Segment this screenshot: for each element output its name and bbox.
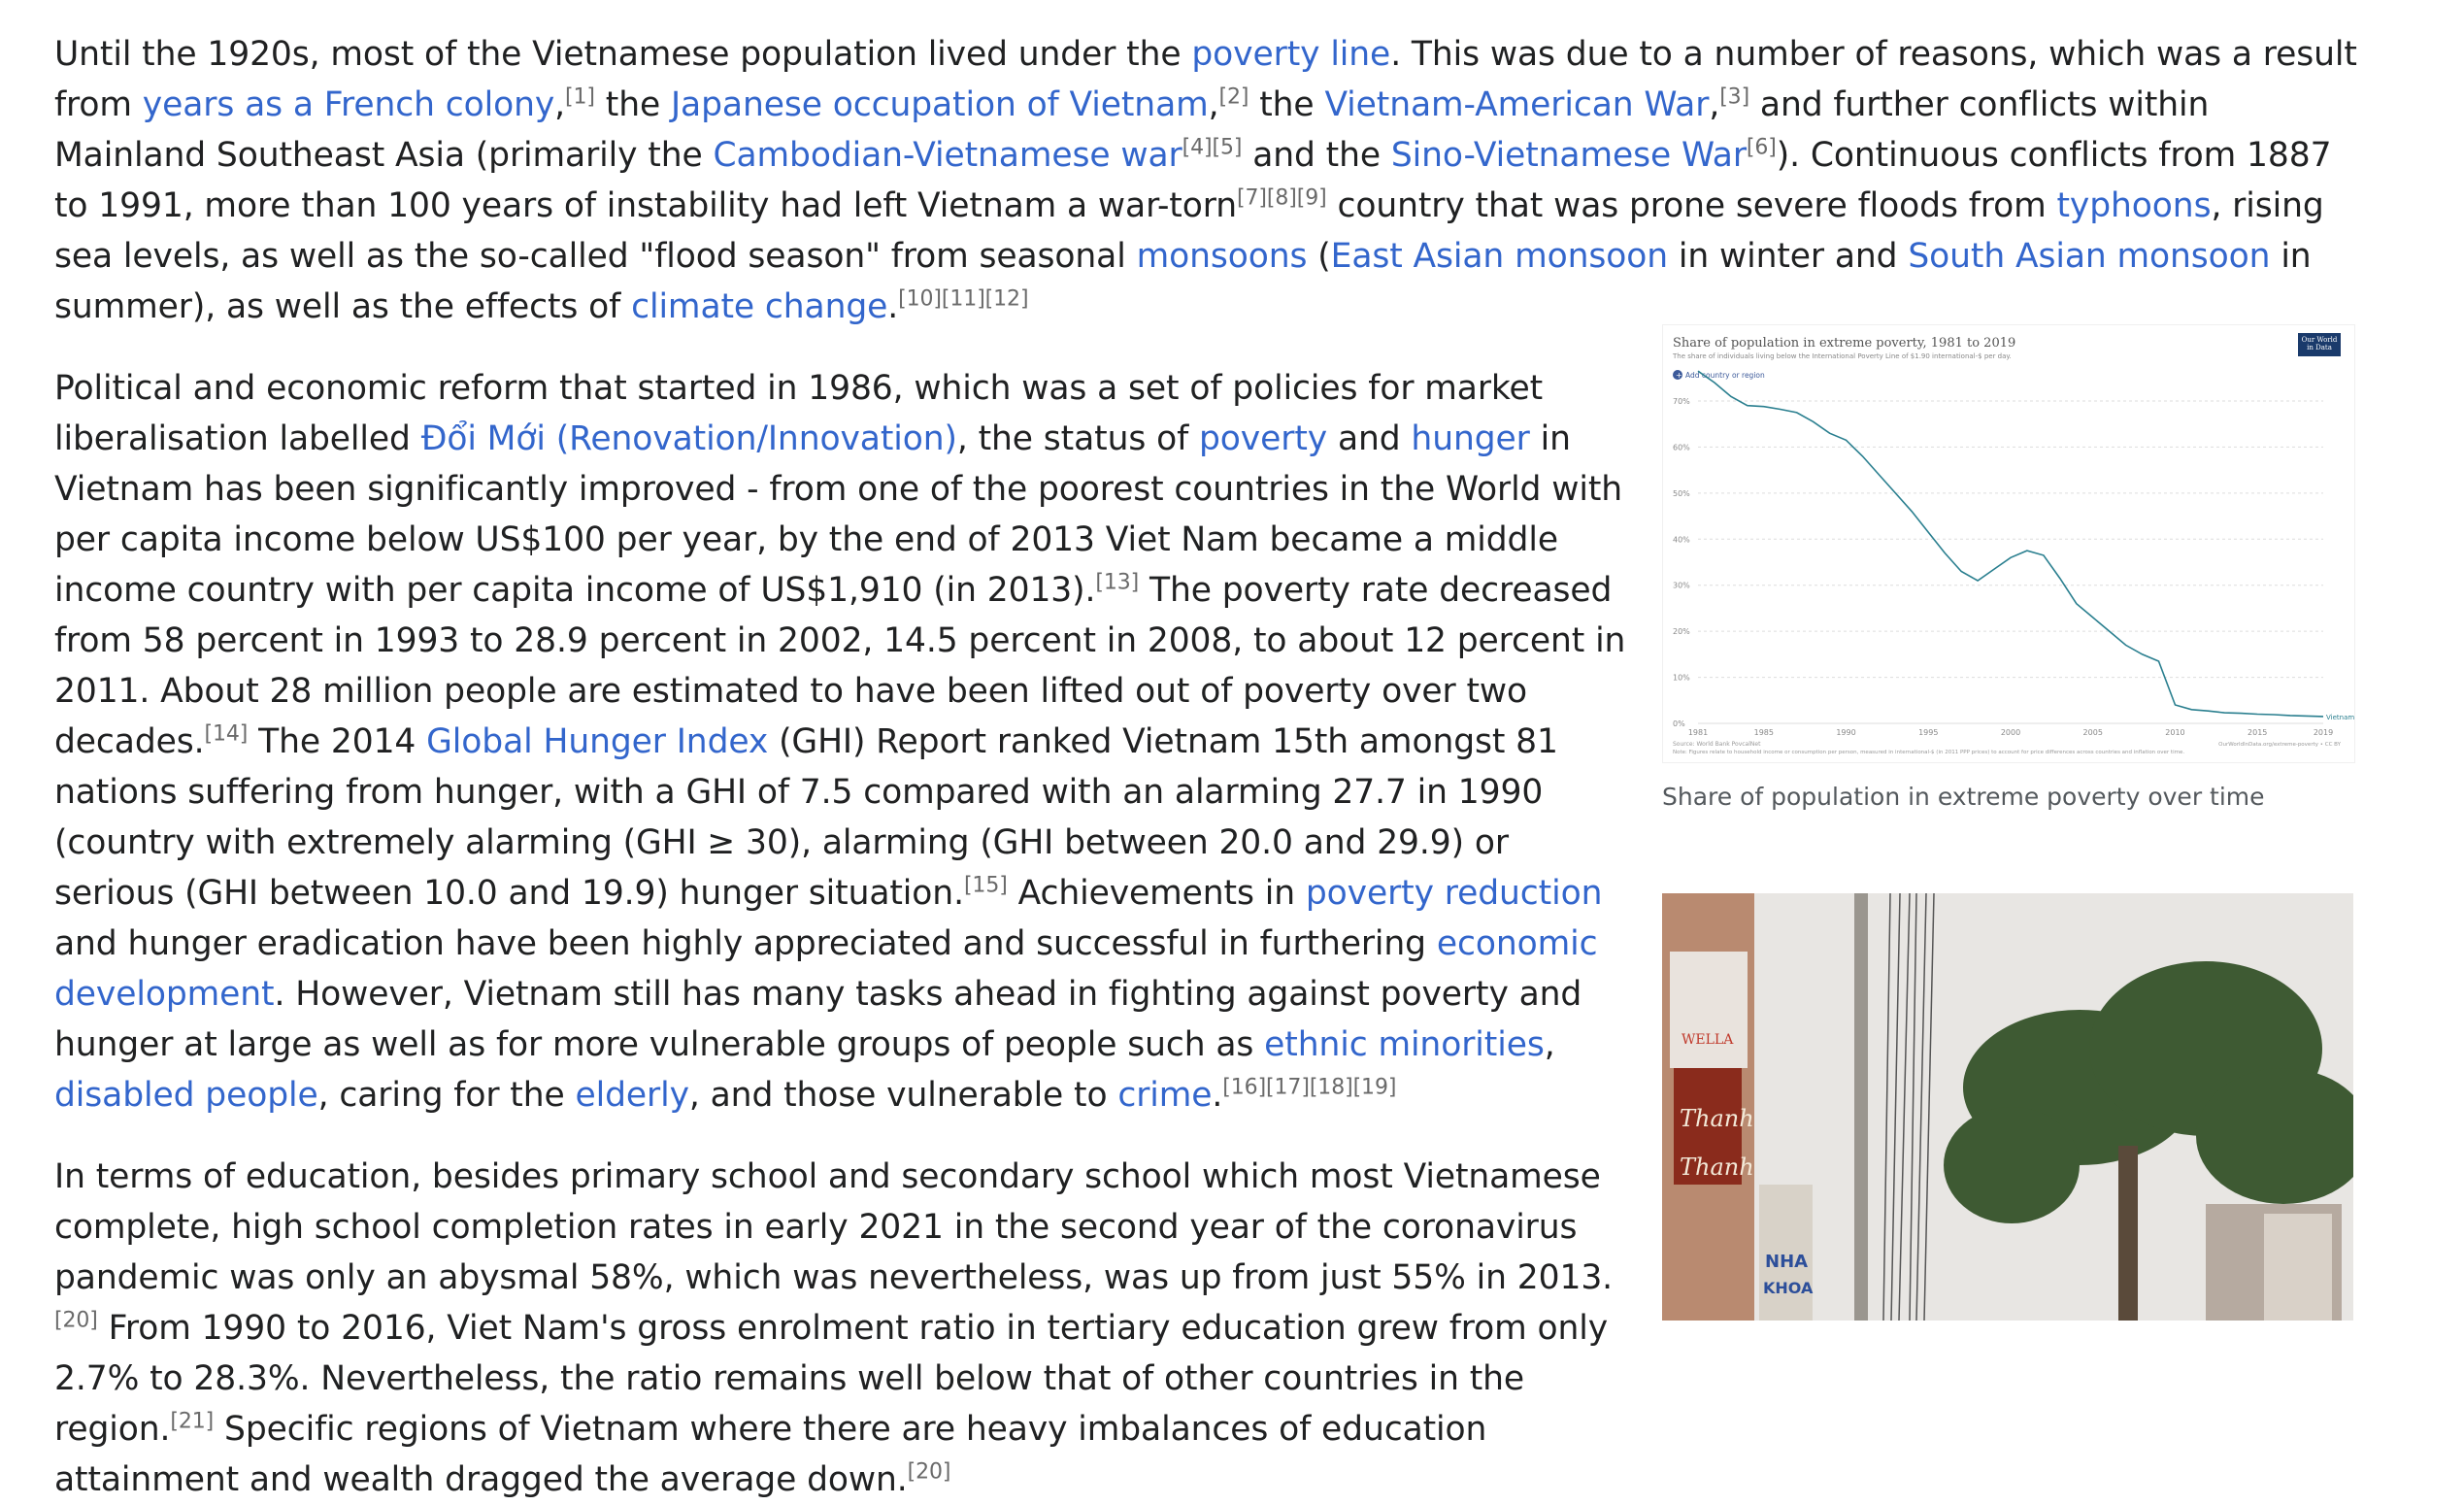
poverty-chart-figure [1662,324,2355,814]
reference-6[interactable]: [6] [1746,135,1777,160]
text: ( [1307,237,1331,276]
building-right-facade [2264,1214,2332,1321]
x-tick-label: 2005 [2082,728,2103,737]
reference-21[interactable]: [21] [170,1409,215,1434]
text: . [1212,1076,1223,1115]
text: The 2014 [248,722,427,761]
link-poverty-line[interactable]: poverty line [1191,35,1391,74]
reference-20[interactable]: [20] [54,1308,98,1333]
utility-pole [1854,893,1868,1321]
link-climate-change[interactable]: climate change [631,287,888,326]
text: in winter and [1668,237,1909,276]
text: (GHI) Report ranked Vietnam 15th amongst 81 nations suffering from hunger, with a GHI of 7.5 compared with an alarming 27.7 in 1990 (country with extremely alarming (GHI ≥ 30), alarming (GHI between 20.0 and 29.9) or serious (GHI between 10.0 and 19.9) hunger situation. [54,722,1558,913]
text: , [1544,1025,1555,1064]
y-tick-label: 30% [1673,581,1690,590]
text: . This was due to a number of reasons, which was a result from [54,35,2357,124]
text: , the status of [956,419,1199,458]
y-axis-ticks [1673,397,1690,728]
sign-thanh-text-1: Thanh [1680,1105,1754,1132]
text: in Vietnam has been significantly improved - from one of the poorest countries in the World with per capita income below US$100 per year, by the end of 2013 Viet Nam became a middle income country with per capita income of US$1,910 (in 2013). [54,419,1623,610]
sign-nha-text: NHA [1765,1252,1809,1272]
text: The poverty rate decreased from 58 percent in 1993 to 28.9 percent in 2002, 14.5 percent in 2008, to about 12 percent in 2011. About 28 million people are estimated to have been lifted out of poverty over two decades. [54,571,1626,761]
x-tick-label: 1981 [1687,728,1709,737]
reference-14[interactable]: [14] [204,721,249,747]
paragraph-history [54,29,2365,332]
y-tick-label: 10% [1673,673,1690,683]
text: and further conflicts within Mainland Southeast Asia (primarily the [54,85,2210,175]
link-south-asian-monsoon[interactable]: South Asian monsoon [1908,237,2271,276]
poverty-chart-thumbnail[interactable] [1662,324,2355,763]
link-poverty[interactable]: poverty [1199,419,1328,458]
street-photo[interactable] [1662,893,2353,1321]
series-line-vietnam[interactable] [1698,371,2323,717]
x-tick-label: 2015 [2248,728,2268,737]
chart-source: Source: World Bank PovcalNet [1673,741,1761,748]
text: . However, Vietnam still has many tasks ahead in fighting against poverty and hunger at large as well as for more vulnerable groups of people such as [54,975,1582,1064]
text: Political and economic reform that started in 1986, which was a set of policies for market liberalisation labelled [54,369,1544,458]
text: From 1990 to 2016, Viet Nam's gross enrolment ratio in tertiary education grew from only 2.7% to 28.3%. Nevertheless, the ratio remains well below that of other countries in the region. [54,1309,1609,1449]
link-sino-vietnamese-war[interactable]: Sino-Vietnamese War [1390,136,1747,175]
text: Achievements in [1007,874,1306,913]
y-tick-label: 20% [1673,627,1690,637]
reference-13[interactable]: [13] [1095,570,1140,595]
chart-grid [1698,401,2323,723]
owid-logo [2298,333,2341,356]
y-tick-label: 70% [1673,397,1690,406]
link-japanese-occupation[interactable]: Japanese occupation of Vietnam [670,85,1209,124]
link-typhoons[interactable]: typhoons [2056,186,2212,225]
reference-7-8-9[interactable]: [7][8][9] [1237,185,1327,211]
link-crime[interactable]: crime [1117,1076,1213,1115]
x-tick-label: 1995 [1918,728,1939,737]
series-label: Vietnam [2326,713,2354,721]
foliage [1944,1107,2080,1223]
text: the [1249,85,1325,124]
y-tick-label: 60% [1673,443,1690,452]
reference-4-5[interactable]: [4][5] [1182,135,1243,160]
link-vietnam-american-war[interactable]: Vietnam-American War [1324,85,1710,124]
text: and [1327,419,1412,458]
reference-2[interactable]: [2] [1218,84,1249,110]
link-years-as-french-colony[interactable]: years as a French colony [142,85,555,124]
chart-credit: OurWorldInData.org/extreme-poverty • CC BY [2218,742,2341,748]
link-elderly[interactable]: elderly [575,1076,689,1115]
x-axis-ticks [1688,728,2333,737]
y-tick-label: 50% [1673,488,1690,498]
poverty-line-chart [1663,325,2354,762]
sign-thanh-text-2: Thanh [1680,1154,1754,1181]
link-economic-development[interactable]: economic development [54,924,1598,1014]
chart-subtitle: The share of individuals living below the International Poverty Line of $1.90 international-$ per day. [1673,352,2012,360]
text: , [1709,85,1720,124]
reference-16-19[interactable]: [16][17][18][19] [1222,1075,1397,1100]
chart-caption: Share of population in extreme poverty over time [1662,783,2265,811]
add-country-button[interactable] [1673,370,1765,380]
tree-trunk [2118,1146,2138,1321]
reference-20-b[interactable]: [20] [907,1459,951,1485]
text: ). Continuous conflicts from 1887 to 1991, more than 100 years of instability had left Vietnam a war-torn [54,136,2332,225]
paragraph-education [54,1152,1627,1505]
text: and hunger eradication have been highly appreciated and successful in furthering [54,924,1437,963]
reference-3[interactable]: [3] [1719,84,1750,110]
chart-note: Note: Figures relate to household income or consumption per person, measured in international-$ (in 2011 PPP prices) to account for price differences across countries and inflation over time. [1673,750,2185,755]
sign-wella-text: WELLA [1682,1032,1734,1048]
link-poverty-reduction[interactable]: poverty reduction [1305,874,1603,913]
reference-1[interactable]: [1] [565,84,595,110]
plus-icon: + [1676,371,1682,380]
text: in summer), as well as the effects of [54,237,2312,326]
link-global-hunger-index[interactable]: Global Hunger Index [426,722,769,761]
paragraph-reform [54,363,1627,1120]
link-disabled-people[interactable]: disabled people [54,1076,318,1115]
sign-khoa-text: KHOA [1763,1279,1814,1297]
link-east-asian-monsoon[interactable]: East Asian monsoon [1330,237,1669,276]
add-country-label: Add country or region [1685,371,1765,380]
text: and the [1242,136,1391,175]
sign-wella [1670,952,1748,1068]
text: country that was prone severe floods from [1326,186,2057,225]
text: , [554,85,566,124]
reference-15[interactable]: [15] [963,873,1008,898]
text: , caring for the [317,1076,576,1115]
link-monsoons[interactable]: monsoons [1136,237,1308,276]
y-tick-label: 40% [1673,535,1690,545]
chart-series [1698,371,2354,721]
street-photo-image [1662,893,2353,1321]
link-ethnic-minorities[interactable]: ethnic minorities [1264,1025,1545,1064]
reference-10-11-12[interactable]: [10][11][12] [898,286,1029,312]
link-doi-moi[interactable]: Đổi Mới (Renovation/Innovation) [420,419,957,458]
text: Until the 1920s, most of the Vietnamese population lived under the [54,35,1192,74]
link-cambodian-vietnamese-war[interactable]: Cambodian-Vietnamese war [713,136,1182,175]
y-tick-label: 0% [1673,719,1685,728]
text: the [594,85,671,124]
chart-title: Share of population in extreme poverty, 1981 to 2019 [1673,336,2016,351]
logo-text-wrap [2298,333,2341,356]
x-tick-label: 2019 [2313,728,2334,737]
link-hunger[interactable]: hunger [1411,419,1530,458]
x-tick-label: 1990 [1836,728,1856,737]
text: In terms of education, besides primary school and secondary school which most Vietnamese complete, high school completion rates in early 2021 in the second year of the coronavirus pandemic was only an abysmal 58%, which was nevertheless, was up from just 55% in 2013. [54,1157,1614,1297]
x-tick-label: 1985 [1753,728,1774,737]
text: , [1208,85,1219,124]
x-tick-label: 2000 [2000,728,2021,737]
text: . [887,287,899,326]
x-tick-label: 2010 [2165,728,2185,737]
text: , and those vulnerable to [688,1076,1118,1115]
logo-text: Our World in Data [2301,336,2338,351]
text: Specific regions of Vietnam where there are heavy imbalances of education attainment and wealth dragged the average down. [54,1410,1487,1499]
text: , rising sea levels, as well as the so-called "flood season" from seasonal [54,186,2324,276]
